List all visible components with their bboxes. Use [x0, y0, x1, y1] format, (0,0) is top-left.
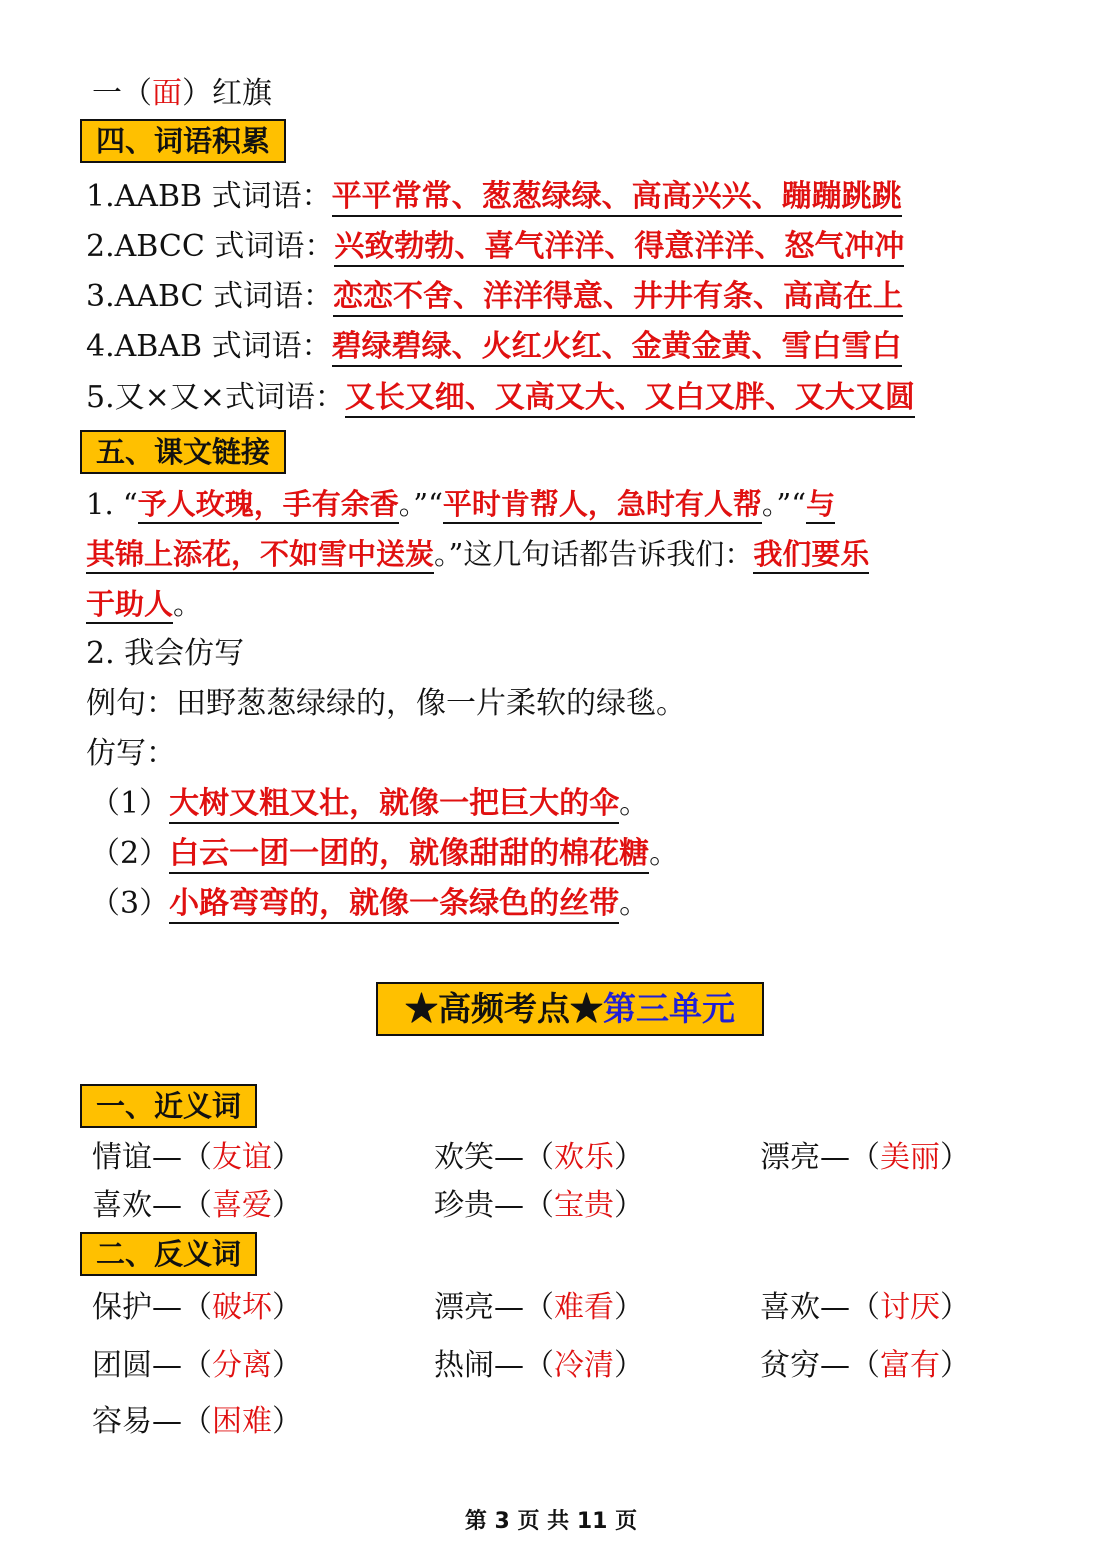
quote: 。”	[398, 487, 429, 521]
word-line-5	[86, 376, 915, 420]
paren: ）	[272, 1188, 302, 1223]
answer: 难看	[554, 1290, 614, 1325]
label: 5.又×又×式词语：	[86, 380, 345, 415]
paren: ）	[940, 1140, 970, 1175]
answer: 破坏	[212, 1290, 272, 1325]
q1-num: 1.	[86, 487, 114, 521]
word-line-3	[86, 275, 903, 319]
quote: “	[428, 487, 443, 521]
word: 珍贵—（	[434, 1188, 554, 1223]
word: 喜欢—（	[760, 1290, 880, 1325]
imitate-1	[90, 782, 649, 826]
word: 团圆—（	[92, 1348, 212, 1383]
num: （2）	[90, 836, 170, 871]
antonym-pair	[434, 1344, 644, 1388]
unit-title	[376, 982, 764, 1036]
antonym-pair	[434, 1286, 644, 1330]
unit-title-prefix: ★高频考点★	[405, 989, 603, 1028]
quote: 。”	[434, 537, 464, 571]
answer: 恋恋不舍、洋洋得意、井井有条、高高在上	[333, 279, 903, 317]
answer: 又长又细、又高又大、又白又胖、又大又圆	[345, 380, 915, 418]
paren: ）	[614, 1348, 644, 1383]
answer: 友谊	[212, 1140, 272, 1175]
period: 。	[619, 886, 650, 921]
word: 喜欢—（	[92, 1188, 212, 1223]
synonym-pair	[92, 1184, 302, 1228]
paren: ）	[272, 1140, 302, 1175]
word: 容易—（	[92, 1404, 212, 1439]
answer: 分离	[212, 1348, 272, 1383]
word: 漂亮—（	[760, 1140, 880, 1175]
answer: 平平常常、葱葱绿绿、高高兴兴、蹦蹦跳跳	[332, 179, 902, 217]
q1-mid: 这几句话都告诉我们：	[463, 537, 754, 571]
answer: 宝贵	[554, 1188, 614, 1223]
word: 情谊—（	[92, 1140, 212, 1175]
paren: ）	[940, 1348, 970, 1383]
word-line-4	[86, 325, 902, 369]
synonym-pair	[434, 1136, 644, 1180]
q2-title: 2. 我会仿写	[86, 636, 245, 671]
answer: 小路弯弯的，就像一条绿色的丝带	[169, 886, 619, 924]
q1-answer: 我们要乐	[753, 537, 869, 574]
answer: 困难	[212, 1404, 272, 1439]
q1-line-2	[86, 532, 869, 576]
answer: 碧绿碧绿、火红火红、金黄金黄、雪白雪白	[332, 329, 902, 367]
unit-title-name: 第三单元	[603, 989, 735, 1028]
answer: 大树又粗又壮，就像一把巨大的伞	[169, 786, 619, 824]
synonym-pair	[760, 1136, 970, 1180]
period: 。	[619, 786, 650, 821]
quote-c: 其锦上添花，不如雪中送炭	[86, 537, 434, 574]
q2-label: 仿写：	[86, 736, 176, 771]
text: 一（	[92, 76, 152, 111]
period: 。	[649, 836, 680, 871]
quote: “	[791, 487, 807, 521]
quote-b: 平时肯帮人，急时有人帮	[443, 487, 762, 524]
q1-line-1	[86, 482, 835, 526]
word-line-1	[86, 175, 902, 219]
answer: 富有	[880, 1348, 940, 1383]
answer: 喜爱	[212, 1188, 272, 1223]
answer: 白云一团一团的，就像甜甜的棉花糖	[169, 836, 649, 874]
quote: “	[122, 487, 138, 521]
section-heading: 一、近义词	[80, 1084, 257, 1128]
period: 。	[173, 587, 203, 621]
section-heading: 五、课文链接	[80, 430, 286, 474]
paren: ）	[272, 1348, 302, 1383]
text: ）红旗	[182, 76, 272, 111]
top-line	[92, 72, 272, 116]
q1-answer: 于助人	[86, 587, 173, 624]
word-line-2	[86, 225, 904, 269]
quote: 。”	[761, 487, 792, 521]
antonym-pair	[92, 1344, 302, 1388]
word: 贫穷—（	[760, 1348, 880, 1383]
num: （1）	[90, 786, 170, 821]
label: 1.AABB 式词语：	[86, 179, 332, 214]
antonym-pair	[92, 1286, 302, 1330]
antonym-pair	[760, 1286, 970, 1330]
answer: 兴致勃勃、喜气洋洋、得意洋洋、怒气冲冲	[334, 229, 904, 267]
answer: 欢乐	[554, 1140, 614, 1175]
quote-a: 予人玫瑰，手有余香	[138, 487, 399, 524]
label: 2.ABCC 式词语：	[86, 229, 335, 264]
paren: ）	[614, 1290, 644, 1325]
synonym-pair	[92, 1136, 302, 1180]
q1-line-3	[86, 582, 202, 626]
paren: ）	[272, 1404, 302, 1439]
antonym-pair	[760, 1344, 970, 1388]
answer: 美丽	[880, 1140, 940, 1175]
word: 欢笑—（	[434, 1140, 554, 1175]
paren: ）	[614, 1188, 644, 1223]
num: （3）	[90, 886, 170, 921]
page-footer: 第 3 页 共 11 页	[464, 1509, 638, 1534]
quote-c: 与	[806, 487, 835, 524]
paren: ）	[614, 1140, 644, 1175]
synonym-pair	[434, 1184, 644, 1228]
section-heading: 四、词语积累	[80, 119, 286, 163]
word: 保护—（	[92, 1290, 212, 1325]
answer: 讨厌	[880, 1290, 940, 1325]
paren: ）	[272, 1290, 302, 1325]
imitate-2	[90, 832, 679, 876]
imitate-3	[90, 882, 649, 926]
section-heading: 二、反义词	[80, 1232, 257, 1276]
word: 热闹—（	[434, 1348, 554, 1383]
q2-example: 例句：田野葱葱绿绿的，像一片柔软的绿毯。	[86, 686, 686, 721]
answer: 冷清	[554, 1348, 614, 1383]
answer: 面	[152, 76, 182, 111]
paren: ）	[940, 1290, 970, 1325]
label: 3.AABC 式词语：	[86, 279, 334, 314]
antonym-pair	[92, 1400, 302, 1444]
label: 4.ABAB 式词语：	[86, 329, 332, 364]
word: 漂亮—（	[434, 1290, 554, 1325]
